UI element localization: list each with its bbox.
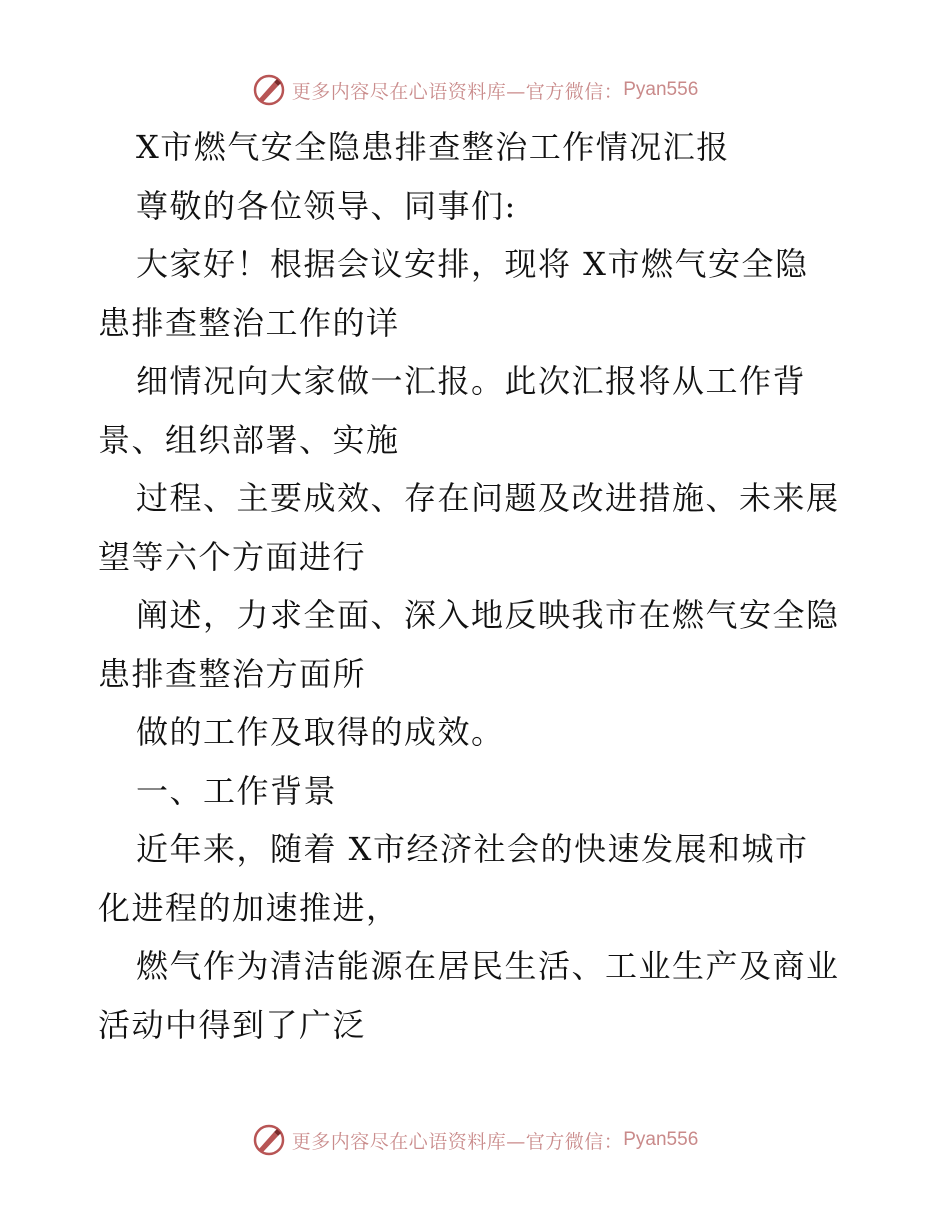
salutation: 尊敬的各位领导、同事们: [136, 186, 517, 225]
pen-logo-icon [252, 73, 286, 107]
document-body [98, 118, 858, 1054]
section-heading: 一、工作背景 [136, 771, 338, 810]
paragraph-line: 近年来，随着 X市经济社会的快速发展和城市 [136, 830, 809, 868]
paragraph-line: 过程、主要成效、存在问题及改进措施、未来展 [136, 479, 840, 517]
header-watermark [0, 70, 950, 110]
watermark-handle: Pyan556 [623, 79, 699, 100]
paragraph-line: 活动中得到了广泛 [98, 1005, 367, 1044]
pen-logo-icon [252, 1123, 286, 1157]
paragraph-line: 阐述，力求全面、深入地反映我市在燃气安全隐 [136, 596, 840, 634]
paragraph-line: 景、组织部署、实施 [98, 420, 400, 459]
paragraph-line: 望等六个方面进行 [98, 537, 367, 576]
watermark-handle: Pyan556 [623, 1129, 699, 1150]
paragraph-line: 大家好！根据会议安排，现将 X市燃气安全隐 [136, 245, 809, 283]
paragraph-line: 做的工作及取得的成效。 [136, 713, 505, 751]
paragraph-line: 患排查整治方面所 [98, 654, 367, 693]
paragraph-line: 燃气作为清洁能源在居民生活、工业生产及商业 [136, 947, 840, 985]
paragraph-line: 细情况向大家做一汇报。此次汇报将从工作背 [136, 362, 807, 400]
document-title: X市燃气安全隐患排查整治工作情况汇报 [136, 128, 730, 166]
paragraph-line: 患排查整治工作的详 [98, 303, 400, 342]
footer-watermark [0, 1120, 950, 1160]
paragraph-line: 化进程的加速推进， [98, 888, 400, 927]
watermark-text: 更多内容尽在心语资料库—官方微信： [291, 1130, 624, 1153]
watermark-text: 更多内容尽在心语资料库—官方微信： [291, 80, 624, 103]
